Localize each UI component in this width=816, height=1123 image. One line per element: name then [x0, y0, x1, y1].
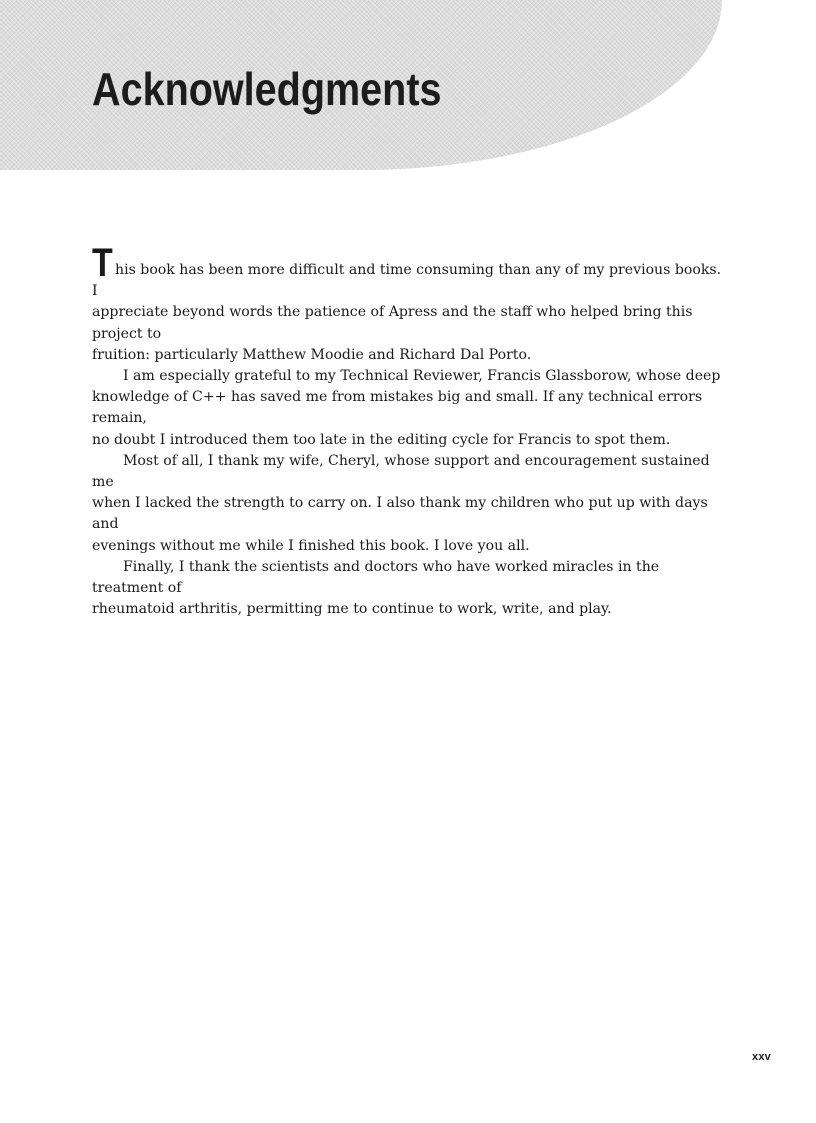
paragraph-1-text: his book has been more difficult and time consuming than any of my previous books. I appreciate beyond words the patience of Apress and the staff who helped bring this project to fruition: particularly Matthew Moodie and Richard Dal Porto.	[92, 262, 722, 363]
page-number: xxv	[752, 1051, 771, 1063]
paragraph-1	[92, 241, 728, 366]
acknowledgments-body	[92, 241, 728, 620]
paragraph-4: Finally, I thank the scientists and doctors who have worked miracles in the treatment of rheumatoid arthritis, permitting me to continue to work, write, and play.	[92, 558, 660, 618]
paragraph-2: I am especially grateful to my Technical Reviewer, Francis Glassborow, whose deep knowledge of C++ has saved me from mistakes big and small. If any technical errors remain, no doubt I introduced them too late in the editing cycle for Francis to spot them.	[92, 368, 721, 448]
drop-cap: T	[92, 241, 113, 285]
chapter-title: Acknowledgments	[92, 63, 442, 115]
paragraph-3: Most of all, I thank my wife, Cheryl, whose support and encouragement sustained me when I lacked the strength to carry on. I also thank my children who put up with days and evenings without me while I finished this book. I love you all.	[92, 452, 710, 554]
